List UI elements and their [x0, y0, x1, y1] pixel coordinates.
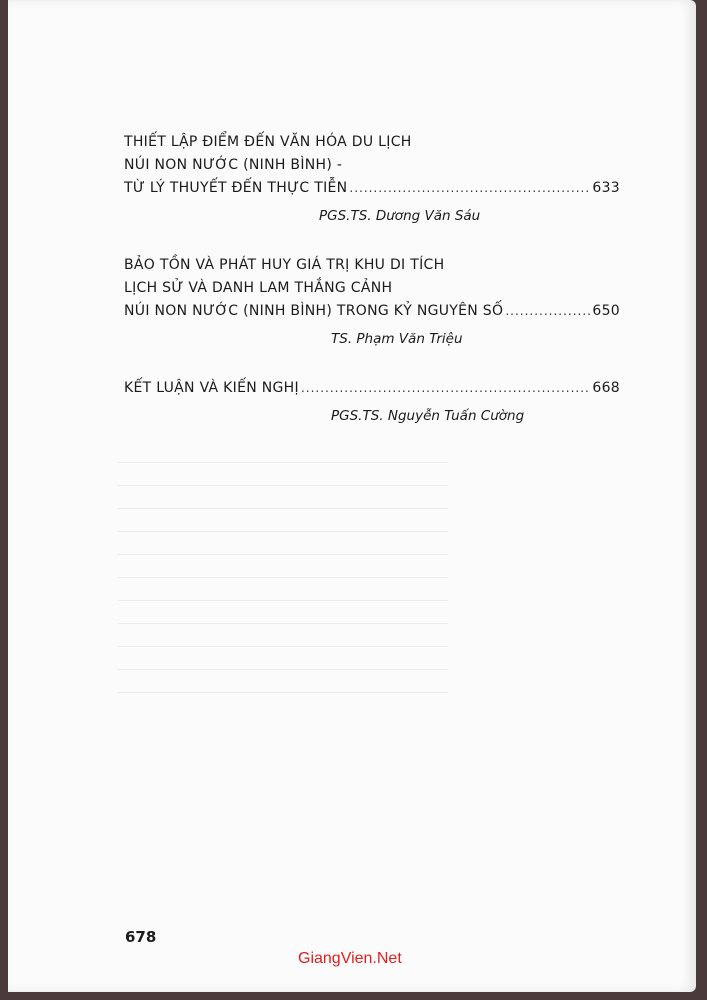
watermark-text: GiangVien.Net: [298, 950, 402, 967]
entry-title-line: NÚI NON NƯỚC (NINH BÌNH) TRONG KỶ NGUYÊN SỐ: [124, 303, 504, 319]
entry-title-line: NÚI NON NƯỚC (NINH BÌNH) -: [124, 157, 343, 173]
book-page: [8, 0, 696, 992]
page-number: 678: [125, 928, 157, 946]
dot-leader: [301, 377, 590, 400]
entry-title-line: BẢO TỒN VÀ PHÁT HUY GIÁ TRỊ KHU DI TÍCH: [124, 257, 445, 273]
entry-author: PGS.TS. Nguyễn Tuấn Cường: [331, 408, 525, 424]
dot-leader: [349, 177, 590, 200]
entry-title-line: LỊCH SỬ VÀ DANH LAM THẮNG CẢNH: [124, 280, 393, 296]
entry-page-number: 668: [592, 380, 620, 396]
dot-leader: [505, 300, 590, 323]
entry-page-number: 633: [592, 180, 620, 196]
entry-title-line: TỪ LÝ THUYẾT ĐẾN THỰC TIỄN: [124, 180, 348, 196]
entry-title-line: KẾT LUẬN VÀ KIẾN NGHỊ: [124, 380, 299, 396]
toc-entry: [124, 254, 620, 350]
entry-page-number: 650: [592, 303, 620, 319]
toc-entry: [124, 131, 620, 227]
entry-title-line: THIẾT LẬP ĐIỂM ĐẾN VĂN HÓA DU LỊCH: [124, 134, 412, 150]
entry-title-leader-line: [124, 177, 620, 200]
show-through-text: [118, 440, 448, 700]
entry-title-leader-line: [124, 300, 620, 323]
toc-entry: [124, 377, 620, 427]
entry-title-leader-line: [124, 377, 620, 400]
entry-author: TS. Phạm Văn Triệu: [331, 331, 463, 347]
entry-author: PGS.TS. Dương Văn Sáu: [319, 208, 481, 224]
